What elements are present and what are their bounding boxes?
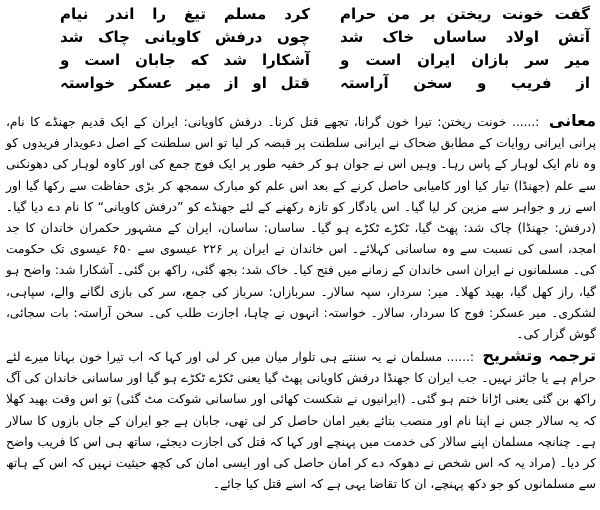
poetry-line: میر سر بازان ایران است و (340, 51, 590, 69)
tarjuma-section (6, 345, 596, 495)
poetry-line: گفت خونت ریختن بر من حرام (340, 5, 590, 23)
poetry-block (60, 4, 590, 94)
poetry-line: آتش اولاد ساساں خاک شد (340, 28, 590, 46)
tarjuma-heading: ترجمہ وتشریح (482, 346, 596, 365)
maani-text: :...... خونت ریختن: تیرا خون گرانا، تجھے قتل کرنا۔ درفش کاویانی: ایران کے ایک قدیم جھنڈے کا نام، پرانی ایرانی روایات کے مطابق ضحاک نے ایرانی سلطنت پر قبضہ کر لیا تو اس سلطنت کے اصل دعویدار فریدوں کو وہ نام ایک لوہار کے پاس رہا۔ وہیں اس نے جوان ہو کر خفیہ طور پر ایک فوج جمع کی اور کاوہ لوہار کی دھونکنی سے علم (جھنڈا) تیار کیا اور کامیابی حاصل کرنے کے بعد اس علم کو مبارک سمجھ کر بڑی حفاظت سے رکھا گیا اور اسے زر و جواہر سے مزین کر لیا گیا۔ اس یادگار کو تازہ رکھنے کے لئے جھنڈے کو ”درفش کاویانی“ کا نام دے دیا گیا۔ (درفش: جھنڈا) چاک شد: پھٹ گیا، ٹکڑے ٹکڑے ہو گیا۔ ساساں: ساسان، ایران کے مشہور حکمران خاندان کا جد امجد، اسی کی نسبت سے وہ ساسانی کہلائے۔ اس خاندان نے ایران پر ۲۲۶ عیسوی سے ۶۵۰ عیسوی تک حکومت کی۔ مسلمانوں نے ایران اسی خاندان کے زمانے میں فتح کیا۔ خاک شد: بجھ گئی، راکھ بن گئی۔ آشکارا شد: واضح ہو گیا، راز کھل گیا، بھید کھلا۔ میر: سردار، سپہ سالار۔ سربازاں: سرباز کی جمع، سر کی بازی لگانے والے، سپاہی، لشکری۔ میر عسکر: فوج کا سردار، سالار۔ خواستہ: انہوں نے چاہا، اجازت طلب کی۔ سخن آراستہ: بات سجائی، گوش گزار کی۔ (6, 115, 596, 342)
tarjuma-text: :...... مسلمان نے یہ سنتے ہی تلوار میان میں کر لی اور کہا کہ اب تیرا خون بہانا میرے لئے حرام ہے یا جائز نہیں۔ جب ایران کا جھنڈا درفش کاویانی پھٹ گیا یعنی ٹکڑے ٹکڑے ہو گیا اور ساسانی خاندان کی آگ راکھ بن گئی یعنی اڑانا ختم ہو گئی۔ (ایرانیوں نے شکست کھائی اور ساسانی شوکت مٹ گئی) تو اس وقت بھید کھلا کہ یہ سالار جس نے اپنا نام اور منصب بتائے بغیر امان حاصل کر لی تھی، جابان ہے جو ایران کے جاں بازوں کا سالار ہے۔ چنانچہ مسلمان اپنے سالار کی خدمت میں پہنچے اور کہا کہ قتل کی اجازت دیجئے، ساتھ ہی اس کا فریب واضح کر دیا۔ (مراد یہ کہ اس شخص نے دھوکہ دے کر امان حاصل کی اور ایسی امان کی کچھ حیثیت نہیں کہ اس کے ہاتھ سے مسلمانوں کو جو دکھ پہنچے، ان کا تقاضا یہی ہے کہ اسے قتل کیا جائے۔ (6, 350, 596, 492)
poetry-line: قتل او از میر عسکر خواستہ (60, 74, 310, 92)
maani-heading: معانی (548, 111, 597, 130)
maani-section (6, 110, 596, 345)
poetry-line: چوں درفش کاویانی چاک شد (60, 28, 310, 46)
poetry-line: از فریب و سخن آراستہ (340, 74, 590, 92)
poetry-line: آشکارا شد که جابان است و (60, 51, 310, 69)
poetry-line: کرد مسلم تیغ را اندر نیام (60, 5, 310, 23)
